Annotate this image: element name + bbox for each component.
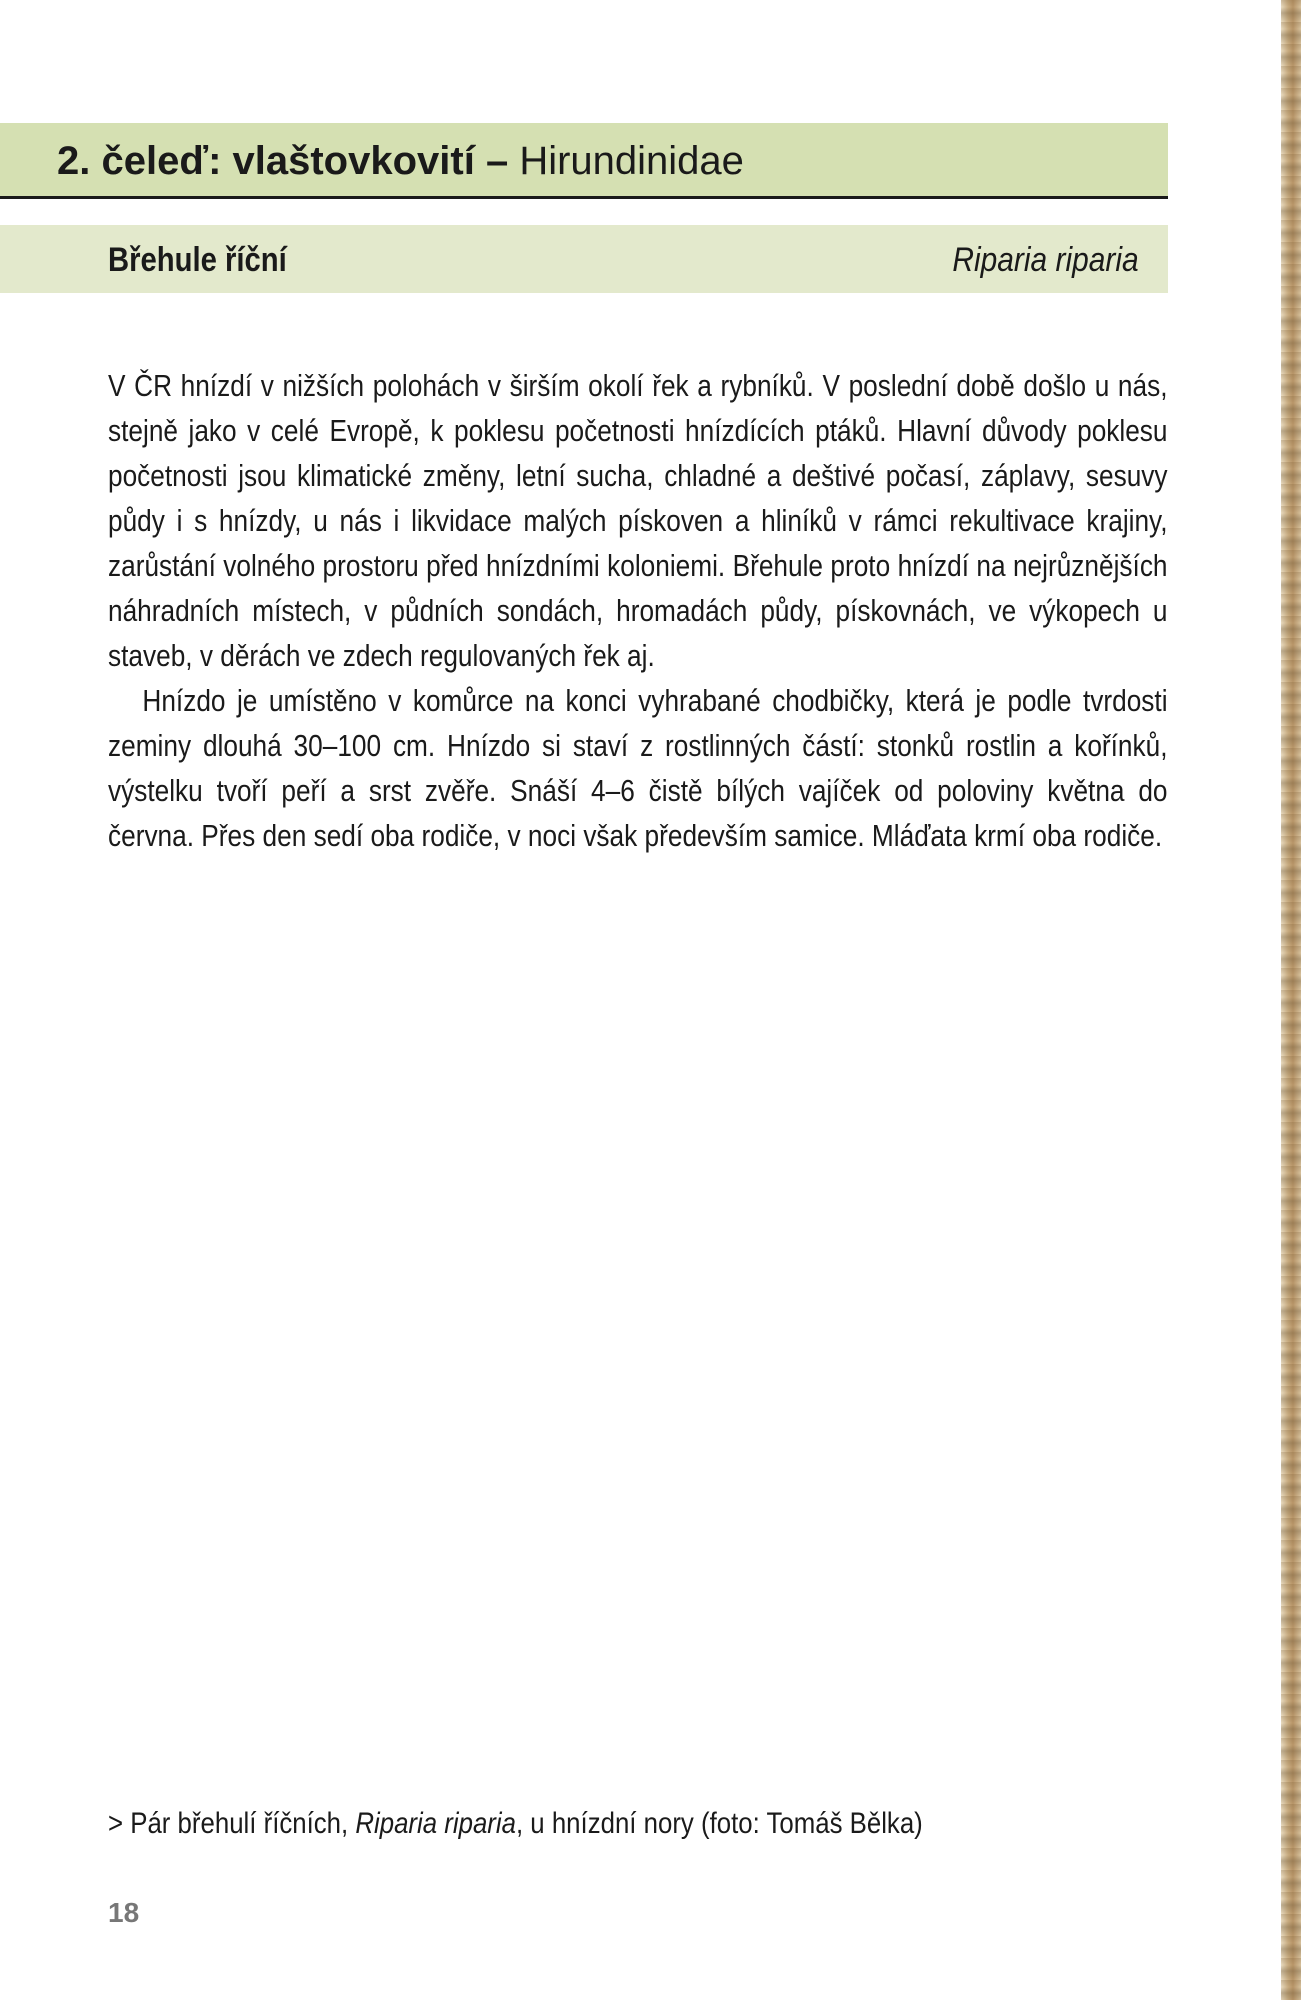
family-header <box>0 123 1168 199</box>
family-title <box>57 141 744 181</box>
species-name-latin: Riparia riparia <box>952 241 1139 279</box>
body-paragraph-2: Hnízdo je umístěno v komůrce na konci vyhrabané chodbičky, která je podle tvrdosti zeminy dlouhá 30–100 cm. Hnízdo si staví z rostlinných částí: stonků rostlin a kořínků, výstelku tvoří peří a srst zvěře. Snáší 4–6 čistě bílých vajíček od poloviny května do června. Přes den sedí oba rodiče, v noci však především samice. Mláďata krmí oba rodiče. <box>108 684 1168 853</box>
caption-prefix: > Pár břehulí říčních, <box>108 1807 356 1840</box>
page-number: 18 <box>108 1897 140 1928</box>
species-name-czech: Břehule říční <box>108 241 287 279</box>
edge-photo-strip <box>1281 0 1301 2000</box>
photo-caption <box>108 1809 923 1839</box>
caption-suffix: , u hnízdní nory (foto: Tomáš Bělka) <box>515 1807 923 1840</box>
body-text <box>108 364 1168 859</box>
family-title-latin: Hirundinidae <box>519 139 744 183</box>
family-title-czech: 2. čeleď: vlaštovkovití – <box>57 139 509 183</box>
caption-species-latin: Riparia riparia <box>355 1807 516 1840</box>
body-paragraph-1: V ČR hnízdí v nižších polohách v širším okolí řek a rybníků. V poslední době došlo u nás, stejně jako v celé Evropě, k poklesu početnosti hnízdících ptáků. Hlavní důvody poklesu početnosti jsou klimatické změny, letní sucha, chladné a deštivé počasí, záplavy, sesuvy půdy i s hnízdy, u nás i likvidace malých pískoven a hliníků v rámci rekultivace krajiny, zarůstání volného prostoru před hnízdními koloniemi. Břehule proto hnízdí na nejrůznějších náhradních místech, v půdních sondách, hromadách půdy, pískovnách, ve výkopech u staveb, v děrách ve zdech regulovaných řek aj. <box>108 369 1168 673</box>
species-header <box>0 225 1168 293</box>
